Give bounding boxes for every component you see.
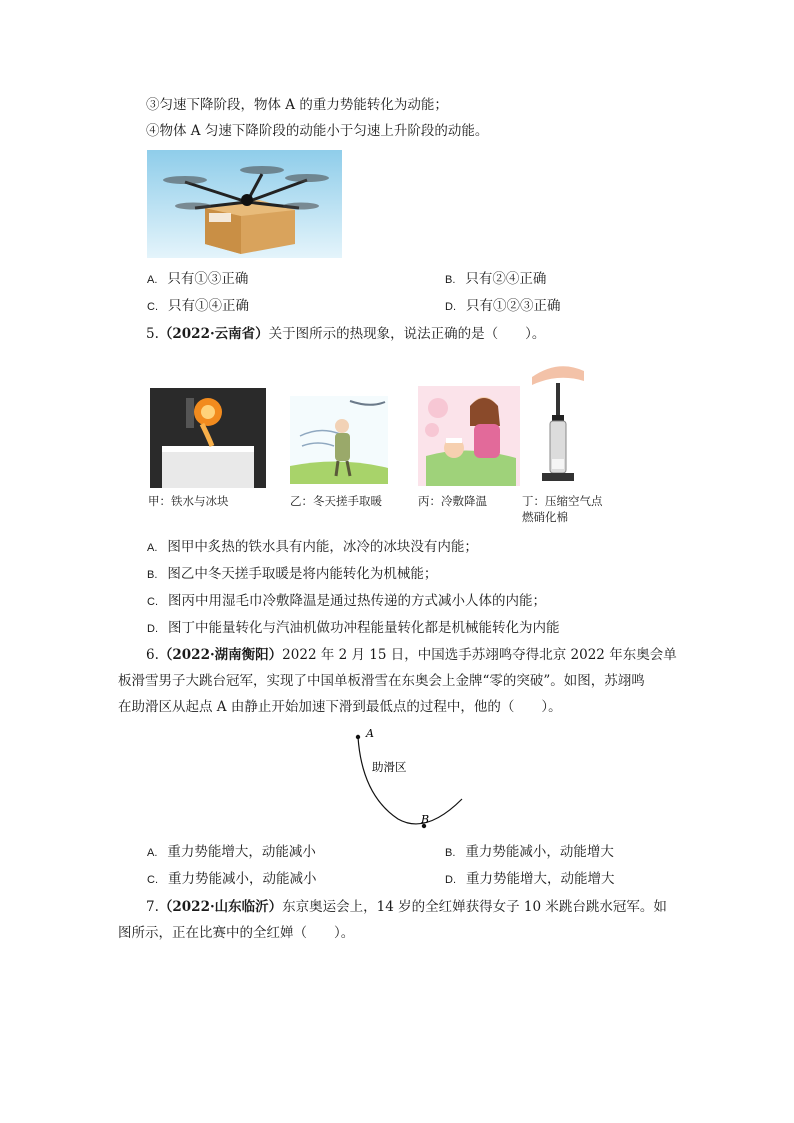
q7-stem-line1: 7.（2022·山东临沂）东京奥运会上，14 岁的全红婵获得女子 10 米跳台跳水冠军。如 — [146, 899, 667, 915]
caption-yi: 乙：冬天搓手取暖 — [290, 494, 382, 508]
q4-statement-4: ④物体 A 匀速下降阶段的动能小于匀速上升阶段的动能。 — [146, 123, 489, 139]
q4-statement-3: ③匀速下降阶段，物体 A 的重力势能转化为动能； — [146, 97, 448, 113]
q4-option-d: D. 只有①②③正确 — [445, 298, 561, 314]
caption-jia: 甲：铁水与冰块 — [148, 494, 229, 508]
q6-stem-line1: 6.（2022·湖南衡阳）2022 年 2 月 15 日，中国选手苏翊鸣夺得北京 2022 年东奥会单 — [146, 647, 677, 663]
q6-source: （2022·湖南衡阳） — [158, 647, 283, 663]
q6-option-c: C. 重力势能减小，动能减小 — [147, 871, 317, 887]
q5-stem: 5.（2022·云南省）关于图所示的热现象，说法正确的是（ ）。 — [146, 326, 546, 342]
point-b-label: B — [421, 813, 430, 826]
image-ding-air-compression — [528, 355, 588, 485]
q5-option-d: D. 图丁中能量转化与汽油机做功冲程能量转化都是机械能转化为内能 — [147, 620, 560, 636]
q4-option-c: C. 只有①④正确 — [147, 298, 249, 314]
q6-stem-line2: 板滑雪男子大跳台冠军，实现了中国单板滑雪在东奥会上金牌“零的突破”。如图，苏翊鸣 — [118, 673, 645, 689]
image-yi-rubbing-hands — [290, 396, 388, 484]
q5-option-c: C. 图丙中用湿毛巾冷敷降温是通过热传递的方式减小人体的内能； — [147, 593, 546, 609]
q6-option-d: D. 重力势能增大，动能增大 — [445, 871, 615, 887]
q4-option-b: B. 只有②④正确 — [445, 271, 547, 287]
caption-ding-line2: 燃硝化棉 — [522, 510, 568, 524]
q5-option-b: B. 图乙中冬天搓手取暖是将内能转化为机械能； — [147, 566, 438, 582]
caption-bing: 丙：冷敷降温 — [418, 494, 487, 508]
image-bing-cold-compress — [418, 386, 520, 486]
run-up-region-label: 助滑区 — [372, 760, 407, 774]
caption-ding-line1: 丁：压缩空气点 — [522, 494, 603, 508]
slope-diagram — [340, 725, 480, 835]
q6-option-a: A. 重力势能增大，动能减小 — [147, 844, 316, 860]
q7-source: （2022·山东临沂） — [158, 899, 283, 915]
point-a-label: A — [366, 727, 374, 740]
drone-image — [147, 150, 342, 258]
q6-option-b: B. 重力势能减小，动能增大 — [445, 844, 614, 860]
q7-stem-line2: 图所示，正在比赛中的全红婵（ ）。 — [118, 925, 355, 941]
q5-option-a: A. 图甲中炙热的铁水具有内能，冰冷的冰块没有内能； — [147, 539, 478, 555]
q5-source: （2022·云南省） — [158, 326, 269, 342]
q6-stem-line3: 在助滑区从起点 A 由静止开始加速下滑到最低点的过程中，他的（ ）。 — [118, 699, 562, 715]
image-jia-iron-and-ice — [150, 388, 266, 488]
q4-option-a: A. 只有①③正确 — [147, 271, 249, 287]
